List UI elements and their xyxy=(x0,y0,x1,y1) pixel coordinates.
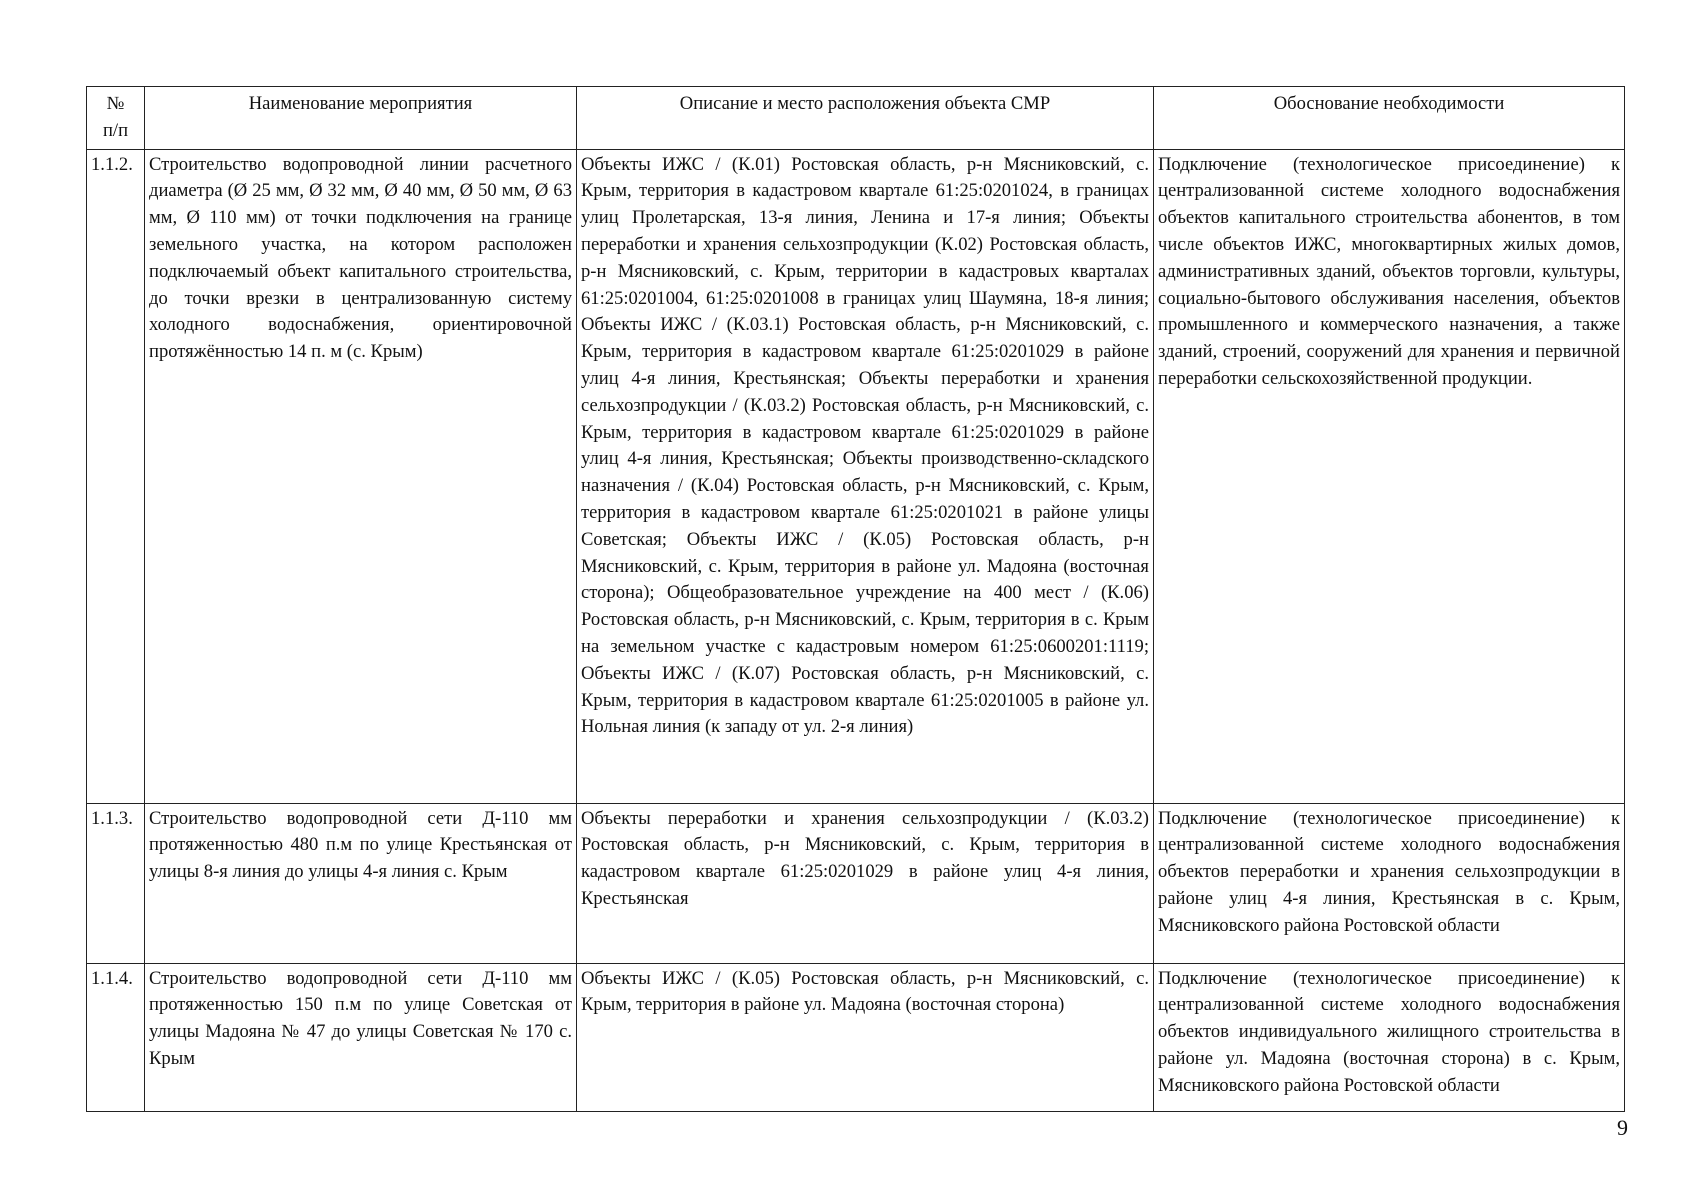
header-justification: Обоснование необходимости xyxy=(1154,87,1625,150)
row-name: Строительство водопроводной линии расчетного диаметра (Ø 25 мм, Ø 32 мм, Ø 40 мм, Ø 50 мм, Ø 63 мм, Ø 110 мм) от точки подключения на границе земельного участка, на котором расположен подключаемый объект капитального строительства, до точки врезки в централизованную систему холодного водоснабжения, ориентировочной протяжённостью 14 п. м (с. Крым) xyxy=(145,149,577,803)
row-number: 1.1.4. xyxy=(87,963,145,1111)
row-justification: Подключение (технологическое присоединение) к централизованной системе холодного водоснабжения объектов переработки и хранения сельхозпродукции в районе улиц 4-я линия, Крестьянская в с. Крым, Мясниковского района Ростовской области xyxy=(1154,803,1625,963)
table-header-row xyxy=(87,87,1625,150)
table-row xyxy=(87,963,1625,1111)
header-description: Описание и место расположения объекта СМР xyxy=(577,87,1154,150)
row-number: 1.1.3. xyxy=(87,803,145,963)
row-justification: Подключение (технологическое присоединение) к централизованной системе холодного водоснабжения объектов капитального строительства абонентов, в том числе объектов ИЖС, многоквартирных жилых домов, административных зданий, объектов торговли, культуры, социально-бытового обслуживания населения, объектов промышленного и коммерческого назначения, а также зданий, строений, сооружений для хранения и первичной переработки сельскохозяйственной продукции. xyxy=(1154,149,1625,803)
row-description: Объекты ИЖС / (К.01) Ростовская область, р-н Мясниковский, с. Крым, территория в кадастровом квартале 61:25:0201024, в границах улиц Пролетарская, 13-я линия, Ленина и 17-я линия; Объекты переработки и хранения сельхозпродукции (К.02) Ростовская область, р-н Мясниковский, с. Крым, территории в кадастровых кварталах 61:25:0201004, 61:25:0201008 в границах улиц Шаумяна, 18-я линия; Объекты ИЖС / (К.03.1) Ростовская область, р-н Мясниковский, с. Крым, территория в кадастровом квартале 61:25:0201029 в районе улиц 4-я линия, Крестьянская; Объекты переработки и хранения сельхозпродукции / (К.03.2) Ростовская область, р-н Мясниковский, с. Крым, территория в кадастровом квартале 61:25:0201029 в районе улиц 4-я линия, Крестьянская; Объекты производственно-складского назначения / (К.04) Ростовская область, р-н Мясниковский, с. Крым, территория в кадастровом квартале 61:25:0201021 в районе улицы Советская; Объекты ИЖС / (К.05) Ростовская область, р-н Мясниковский, с. Крым, территория в районе ул. Мадояна (восточная сторона); Общеобразовательное учреждение на 400 мест / (К.06) Ростовская область, р-н Мясниковский, с. Крым, территория в с. Крым на земельном участке с кадастровым номером 61:25:0600201:1119; Объекты ИЖС / (К.07) Ростовская область, р-н Мясниковский, с. Крым, территория в кадастровом квартале 61:25:0201005 в районе ул. Нольная линия (к западу от ул. 2-я линия) xyxy=(577,149,1154,803)
table-row xyxy=(87,803,1625,963)
row-name: Строительство водопроводной сети Д-110 мм протяженностью 150 п.м по улице Советская от улицы Мадояна № 47 до улицы Советская № 170 с. Крым xyxy=(145,963,577,1111)
table-row xyxy=(87,149,1625,803)
row-description: Объекты переработки и хранения сельхозпродукции / (К.03.2) Ростовская область, р-н Мясниковский, с. Крым, территория в кадастровом квартале 61:25:0201029 в районе улиц 4-я линия, Крестьянская xyxy=(577,803,1154,963)
row-justification: Подключение (технологическое присоединение) к централизованной системе холодного водоснабжения объектов индивидуального жилищного строительства в районе ул. Мадояна (восточная сторона) в с. Крым, Мясниковского района Ростовской области xyxy=(1154,963,1625,1111)
row-number: 1.1.2. xyxy=(87,149,145,803)
row-name: Строительство водопроводной сети Д-110 мм протяженностью 480 п.м по улице Крестьянская от улицы 8-я линия до улицы 4-я линия с. Крым xyxy=(145,803,577,963)
measures-table xyxy=(86,86,1625,1112)
row-description: Объекты ИЖС / (К.05) Ростовская область, р-н Мясниковский, с. Крым, территория в районе ул. Мадояна (восточная сторона) xyxy=(577,963,1154,1111)
page-number: 9 xyxy=(1617,1115,1628,1140)
header-name: Наименование мероприятия xyxy=(145,87,577,150)
header-number: № п/п xyxy=(87,87,145,150)
